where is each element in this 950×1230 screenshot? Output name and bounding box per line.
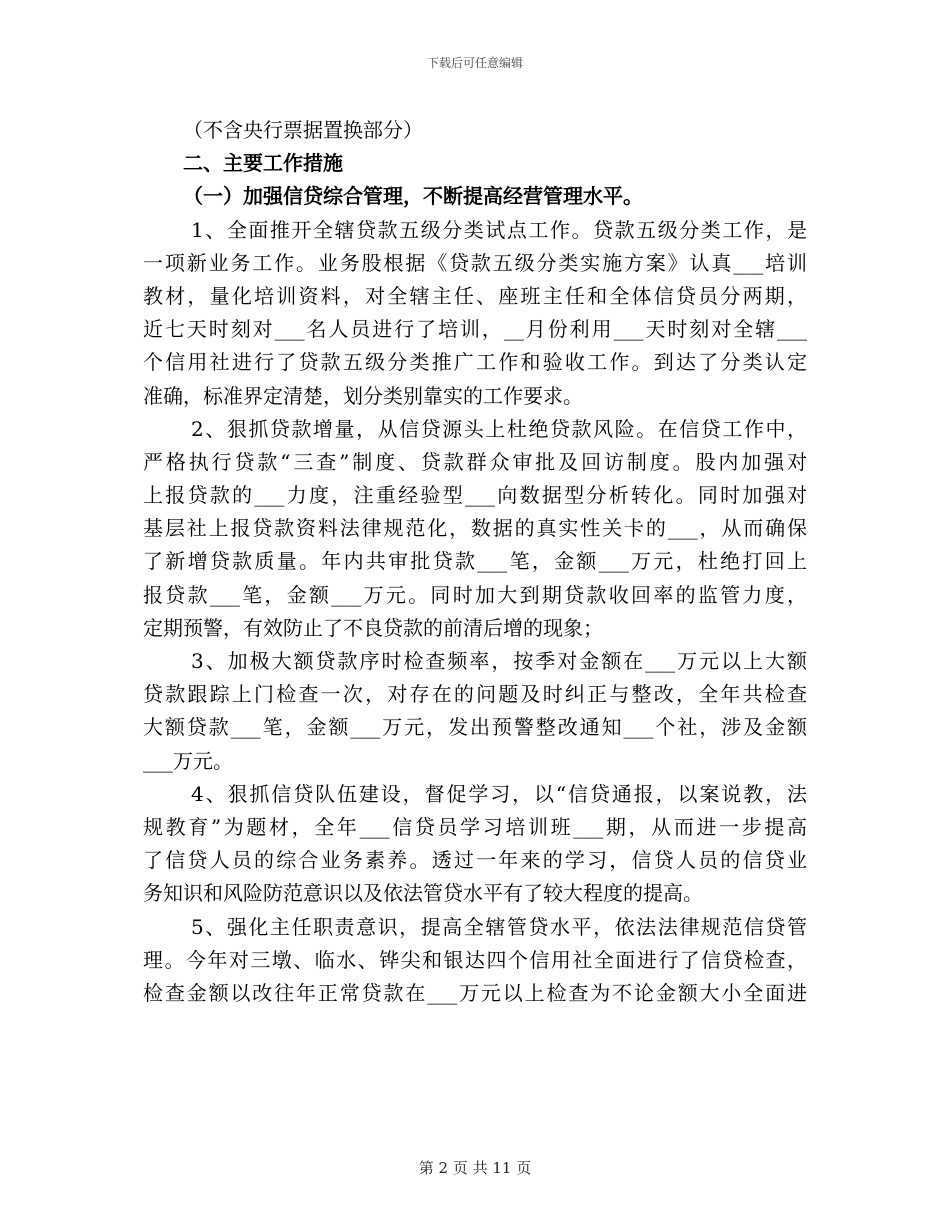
paragraph-line: 贷款跟踪上门检查一次，对存在的问题及时纠正与整改，全年共检查 bbox=[143, 682, 807, 707]
document-body bbox=[143, 114, 807, 1010]
paragraph-line: 5、强化主任职责意识，提高全辖管贷水平，依法法律规范信贷管 bbox=[191, 914, 807, 939]
paragraph-line: 定期预警，有效防止了不良贷款的前清后增的现象； bbox=[143, 615, 603, 640]
note-line: （不含央行票据置换部分） bbox=[183, 118, 423, 142]
page-number: 第 2 页 共 11 页 bbox=[418, 1159, 532, 1177]
paragraph-line: 规教育”为题材，全年___信贷员学习培训班___期，从而进一步提高 bbox=[143, 814, 807, 839]
paragraph-line: 一项新业务工作。业务股根据《贷款五级分类实施方案》认真___培训 bbox=[143, 250, 807, 275]
paragraph-line: 基层社上报贷款资料法律规范化，数据的真实性关卡的___，从而确保 bbox=[143, 516, 807, 541]
paragraph-line: 理。今年对三墩、临水、铧尖和银达四个信用社全面进行了信贷检查， bbox=[143, 947, 807, 972]
paragraph-line: 检查金额以改往年正常贷款在___万元以上检查为不论金额大小全面进 bbox=[143, 980, 807, 1005]
paragraph-line: 准确，标准界定清楚，划分类别靠实的工作要求。 bbox=[143, 383, 583, 408]
paragraph-line: 报贷款___笔，金额___万元。同时加大到期贷款收回率的监管力度， bbox=[143, 582, 807, 607]
subsection-heading: （一）加强信贷综合管理，不断提高经营管理水平。 bbox=[183, 184, 643, 209]
paragraph-line: ___万元。 bbox=[143, 748, 233, 773]
paragraph-line: 近七天时刻对___名人员进行了培训，__月份利用___天时刻对全辖___ bbox=[143, 317, 807, 342]
section-heading: 二、主要工作措施 bbox=[183, 151, 343, 176]
page-header: 下载后可任意编辑 bbox=[426, 56, 523, 70]
paragraph-line: 了新增贷款质量。年内共审批贷款___笔，金额___万元，杜绝打回上 bbox=[143, 549, 807, 574]
paragraph-line: 3、加极大额贷款序时检查频率，按季对金额在___万元以上大额 bbox=[191, 649, 807, 673]
paragraph-line: 1、全面推开全辖贷款五级分类试点工作。贷款五级分类工作，是 bbox=[191, 217, 807, 242]
paragraph-line: 4、狠抓信贷队伍建设，督促学习，以“信贷通报，以案说教，法 bbox=[191, 781, 807, 806]
paragraph-line: 大额贷款___笔，金额___万元，发出预警整改通知___个社，涉及金额 bbox=[143, 715, 807, 740]
paragraph-line: 务知识和风险防范意识以及依法管贷水平有了较大程度的提高。 bbox=[143, 881, 703, 906]
paragraph-line: 上报贷款的___力度，注重经验型___向数据型分析转化。同时加强对 bbox=[143, 483, 807, 508]
paragraph-line: 教材，量化培训资料，对全辖主任、座班主任和全体信贷员分两期， bbox=[143, 283, 807, 308]
paragraph-line: 了信贷人员的综合业务素养。透过一年来的学习，信贷人员的信贷业 bbox=[143, 848, 807, 873]
paragraph-line: 2、狠抓贷款增量，从信贷源头上杜绝贷款风险。在信贷工作中， bbox=[191, 416, 807, 441]
paragraph-line: 个信用社进行了贷款五级分类推广工作和验收工作。到达了分类认定 bbox=[143, 350, 807, 375]
paragraph-line: 严格执行贷款“三查”制度、贷款群众审批及回访制度。股内加强对 bbox=[143, 449, 807, 474]
